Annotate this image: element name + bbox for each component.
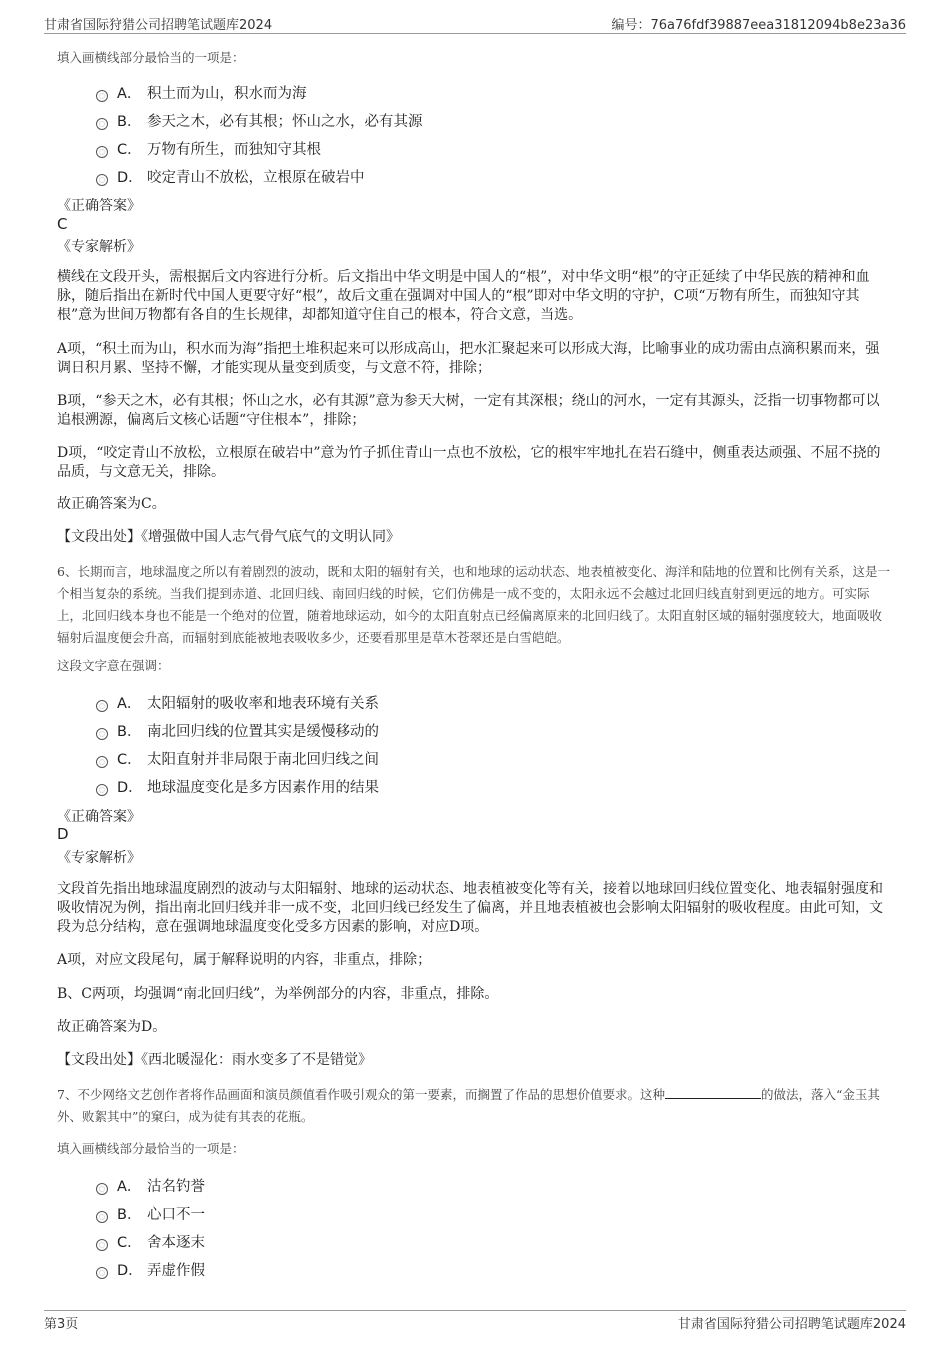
q6-option-b[interactable]: B． 南北回归线的位置其实是缓慢移动的: [96, 720, 379, 740]
q5-option-a[interactable]: A． 积土而为山，积水而为海: [96, 82, 307, 102]
footer-title: 甘肃省国际狩猎公司招聘笔试题库2024: [677, 1317, 906, 1332]
q5-analysis-d: D项，“咬定青山不放松，立根原在破岩中”意为竹子抓住青山一点也不放松，它的根牢牢地扎在岩石缝中，侧重表达顽强、不屈不挠的品质，与文意无关，排除。: [57, 445, 881, 480]
q7-prompt: 填入画横线部分最恰当的一项是：: [57, 1141, 245, 1156]
q6-answer: D: [57, 825, 69, 843]
radio-icon[interactable]: [96, 146, 108, 158]
radio-icon[interactable]: [96, 90, 108, 102]
radio-icon[interactable]: [96, 1183, 108, 1195]
q6-analysis-main: 文段首先指出地球温度剧烈的波动与太阳辐射、地球的运动状态、地表植被变化等有关，接着以地球回归线位置变化、地表辐射强度和吸收情况为例，指出南北回归线并非一成不变，北回归线已经发生了偏离，并且地表植被也会影响太阳辐射的吸收程度。由此可知，文段为总分结构，意在强调地球温度变化受多方因素的影响，对应D项。: [57, 881, 883, 935]
q7-option-d[interactable]: D． 弄虚作假: [96, 1259, 205, 1279]
radio-icon[interactable]: [96, 784, 108, 796]
q5-option-d[interactable]: D． 咬定青山不放松，立根原在破岩中: [96, 166, 365, 186]
radio-icon[interactable]: [96, 174, 108, 186]
q5-conclusion: 故正确答案为C。: [57, 496, 166, 512]
radio-icon[interactable]: [96, 118, 108, 130]
radio-icon[interactable]: [96, 728, 108, 740]
header-title: 甘肃省国际狩猎公司招聘笔试题库2024: [44, 18, 273, 33]
q6-prompt: 这段文字意在强调：: [57, 658, 170, 673]
footer-divider: [44, 1310, 906, 1311]
q7-option-b[interactable]: B． 心口不一: [96, 1203, 205, 1223]
q5-prompt: 填入画横线部分最恰当的一项是：: [57, 50, 245, 65]
header-doc-id: 编号：76a76fdf39887eea31812094b8e23a36: [611, 18, 906, 33]
q7-stem: 7、不少网络文艺创作者将作品画面和演员颜值看作吸引观众的第一要素，而搁置了作品的思想价值要求。这种 的做法，落入“金玉其外、败絮其中”的窠臼，成为徒有其表的花瓶。: [57, 1087, 880, 1124]
q6-conclusion: 故正确答案为D。: [57, 1019, 167, 1035]
q6-option-d[interactable]: D． 地球温度变化是多方因素作用的结果: [96, 776, 379, 796]
q5-option-b[interactable]: B． 参天之木，必有其根；怀山之水，必有其源: [96, 110, 423, 130]
radio-icon[interactable]: [96, 1239, 108, 1251]
fill-blank: [665, 1086, 761, 1099]
q6-source: 【文段出处】《西北暖湿化：雨水变多了不是错觉》: [57, 1052, 372, 1068]
radio-icon[interactable]: [96, 756, 108, 768]
q5-option-c[interactable]: C． 万物有所生，而独知守其根: [96, 138, 321, 158]
q6-option-a[interactable]: A． 太阳辐射的吸收率和地表环境有关系: [96, 692, 379, 712]
q5-answer: C: [57, 215, 68, 233]
q5-analysis-b: B项，“参天之木，必有其根；怀山之水，必有其源”意为参天大树，一定有其深根；绕山的河水，一定有其源头，泛指一切事物都可以追根溯源，偏离后文核心话题“守住根本”，排除；: [57, 393, 880, 428]
q6-answer-label: 《正确答案》: [57, 809, 141, 825]
q6-analysis-a: A项，对应文段尾句，属于解释说明的内容，非重点，排除；: [57, 952, 432, 968]
q7-option-a[interactable]: A． 沽名钓誉: [96, 1175, 205, 1195]
q6-option-c[interactable]: C． 太阳直射并非局限于南北回归线之间: [96, 748, 379, 768]
q5-analysis-label: 《专家解析》: [57, 239, 141, 255]
q7-option-c[interactable]: C． 舍本逐末: [96, 1231, 205, 1251]
radio-icon[interactable]: [96, 1267, 108, 1279]
q5-analysis-a: A项，“积土而为山，积水而为海”指把土堆积起来可以形成高山，把水汇聚起来可以形成大海，比喻事业的成功需由点滴积累而来，强调日积月累、坚持不懈，才能实现从量变到质变，与文意不符，排除；: [57, 341, 880, 376]
q6-analysis-label: 《专家解析》: [57, 850, 141, 866]
q5-analysis-main: 横线在文段开头，需根据后文内容进行分析。后文指出中华文明是中国人的“根”，对中华文明“根”的守正延续了中华民族的精神和血脉，随后指出在新时代中国人更要守好“根”，故后文重在强调对中国人的“根”即对中华文明的守护，C项“万物有所生，而独知守其根”意为世间万物都有各自的生长规律，却都知道守住自己的根本，符合文意，当选。: [57, 269, 870, 323]
page-number: 第3页: [44, 1317, 79, 1332]
radio-icon[interactable]: [96, 700, 108, 712]
q6-analysis-bc: B、C两项，均强调“南北回归线”，为举例部分的内容，非重点，排除。: [57, 986, 499, 1002]
q6-stem: 6、长期而言，地球温度之所以有着剧烈的波动，既和太阳的辐射有关，也和地球的运动状态、地表植被变化、海洋和陆地的位置和比例有关系，这是一个相当复杂的系统。当我们提到赤道、北回归线、南回归线的时候，它们仿佛是一成不变的，太阳永远不会越过北回归线直射到更远的地方。可实际上，北回归线本身也不能是一个绝对的位置，随着地球运动，如今的太阳直射点已经偏离原来的北回归线了。太阳直射区域的辐射强度较大，地面吸收辐射后温度便会升高，而辐射到底能被地表吸收多少，还要看那里是草木苍翠还是白雪皑皑。: [57, 564, 890, 645]
header-divider: [44, 33, 906, 34]
q5-source: 【文段出处】《增强做中国人志气骨气底气的文明认同》: [57, 529, 400, 545]
radio-icon[interactable]: [96, 1211, 108, 1223]
q5-answer-label: 《正确答案》: [57, 198, 141, 214]
